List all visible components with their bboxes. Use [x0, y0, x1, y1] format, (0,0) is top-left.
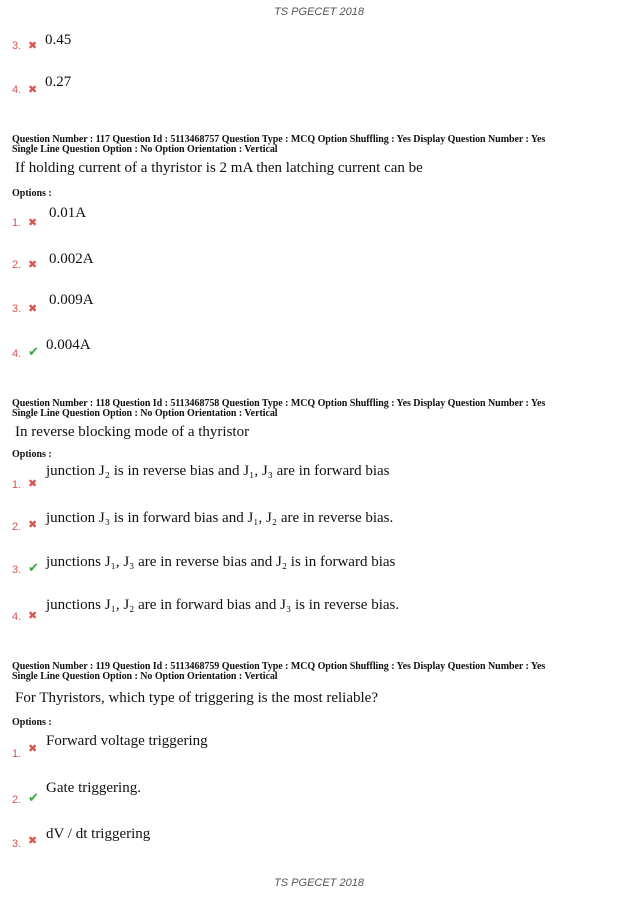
option-text: junction J₃ is in forward bias and J₁, J₂ are in reverse bias.: [46, 510, 394, 526]
cross-mark-icon: ✖: [28, 258, 38, 271]
cross-mark-icon: ✖: [28, 216, 38, 229]
option-text: 0.009A: [49, 292, 94, 308]
cross-mark-icon: ✖: [28, 834, 38, 847]
option-number: 4.: [12, 611, 22, 623]
option-number: 1.: [12, 748, 22, 760]
option-text: Gate triggering.: [46, 780, 141, 796]
option-number: 3.: [12, 838, 22, 850]
cross-mark-icon: ✖: [28, 83, 38, 96]
cross-mark-icon: ✖: [28, 39, 38, 52]
page-footer: TS PGECET 2018: [274, 877, 364, 889]
question-meta-line: Single Line Question Option : No Option Orientation : Vertical: [12, 408, 278, 419]
cross-mark-icon: ✖: [28, 609, 38, 622]
option-number: 4.: [12, 348, 22, 360]
option-number: 3.: [12, 303, 22, 315]
question-meta-line: Question Number : 118 Question Id : 5113468758 Question Type : MCQ Option Shuffling : Yes Display Question Number : Yes: [12, 398, 546, 409]
options-label: Options :: [12, 188, 52, 199]
question-meta-line: Question Number : 117 Question Id : 5113468757 Question Type : MCQ Option Shuffling : Yes Display Question Number : Yes: [12, 134, 546, 145]
option-number: 3.: [12, 40, 22, 52]
option-number: 1.: [12, 479, 22, 491]
cross-mark-icon: ✖: [28, 302, 38, 315]
option-number: 2.: [12, 521, 22, 533]
cross-mark-icon: ✖: [28, 742, 38, 755]
question-meta-line: Single Line Question Option : No Option Orientation : Vertical: [12, 144, 278, 155]
option-number: 1.: [12, 217, 22, 229]
options-label: Options :: [12, 449, 52, 460]
option-number: 4.: [12, 84, 22, 96]
question-meta: [12, 399, 622, 419]
option-text: 0.01A: [49, 205, 87, 221]
question-meta-line: Question Number : 119 Question Id : 5113468759 Question Type : MCQ Option Shuffling : Yes Display Question Number : Yes: [12, 661, 546, 672]
option-text: junctions J₁, J₂ are in forward bias and J₃ is in reverse bias.: [46, 597, 400, 613]
page-header: TS PGECET 2018: [274, 6, 364, 18]
option-number: 2.: [12, 259, 22, 271]
question-meta-line: Single Line Question Option : No Option Orientation : Vertical: [12, 671, 278, 682]
option-number: 2.: [12, 794, 22, 806]
option-text: 0.45: [45, 32, 72, 48]
option-text: 0.27: [45, 74, 72, 90]
option-text: dV / dt triggering: [46, 826, 151, 842]
option-text: junctions J₁, J₃ are in reverse bias and J₂ is in forward bias: [46, 554, 396, 570]
check-mark-icon: ✔: [28, 561, 39, 576]
check-mark-icon: ✔: [28, 345, 39, 360]
options-label: Options :: [12, 717, 52, 728]
cross-mark-icon: ✖: [28, 477, 38, 490]
question-text: For Thyristors, which type of triggering is the most reliable?: [15, 690, 378, 706]
option-number: 3.: [12, 564, 22, 576]
question-text: If holding current of a thyristor is 2 mA then latching current can be: [15, 160, 423, 176]
option-text: junction J₂ is in reverse bias and J₁, J₃ are in forward bias: [46, 463, 390, 479]
option-text: 0.004A: [46, 337, 91, 353]
check-mark-icon: ✔: [28, 791, 39, 806]
option-text: Forward voltage triggering: [46, 733, 208, 749]
cross-mark-icon: ✖: [28, 518, 38, 531]
question-text: In reverse blocking mode of a thyristor: [15, 424, 250, 440]
option-text: 0.002A: [49, 251, 94, 267]
question-meta: [12, 135, 622, 155]
question-meta: [12, 662, 622, 682]
